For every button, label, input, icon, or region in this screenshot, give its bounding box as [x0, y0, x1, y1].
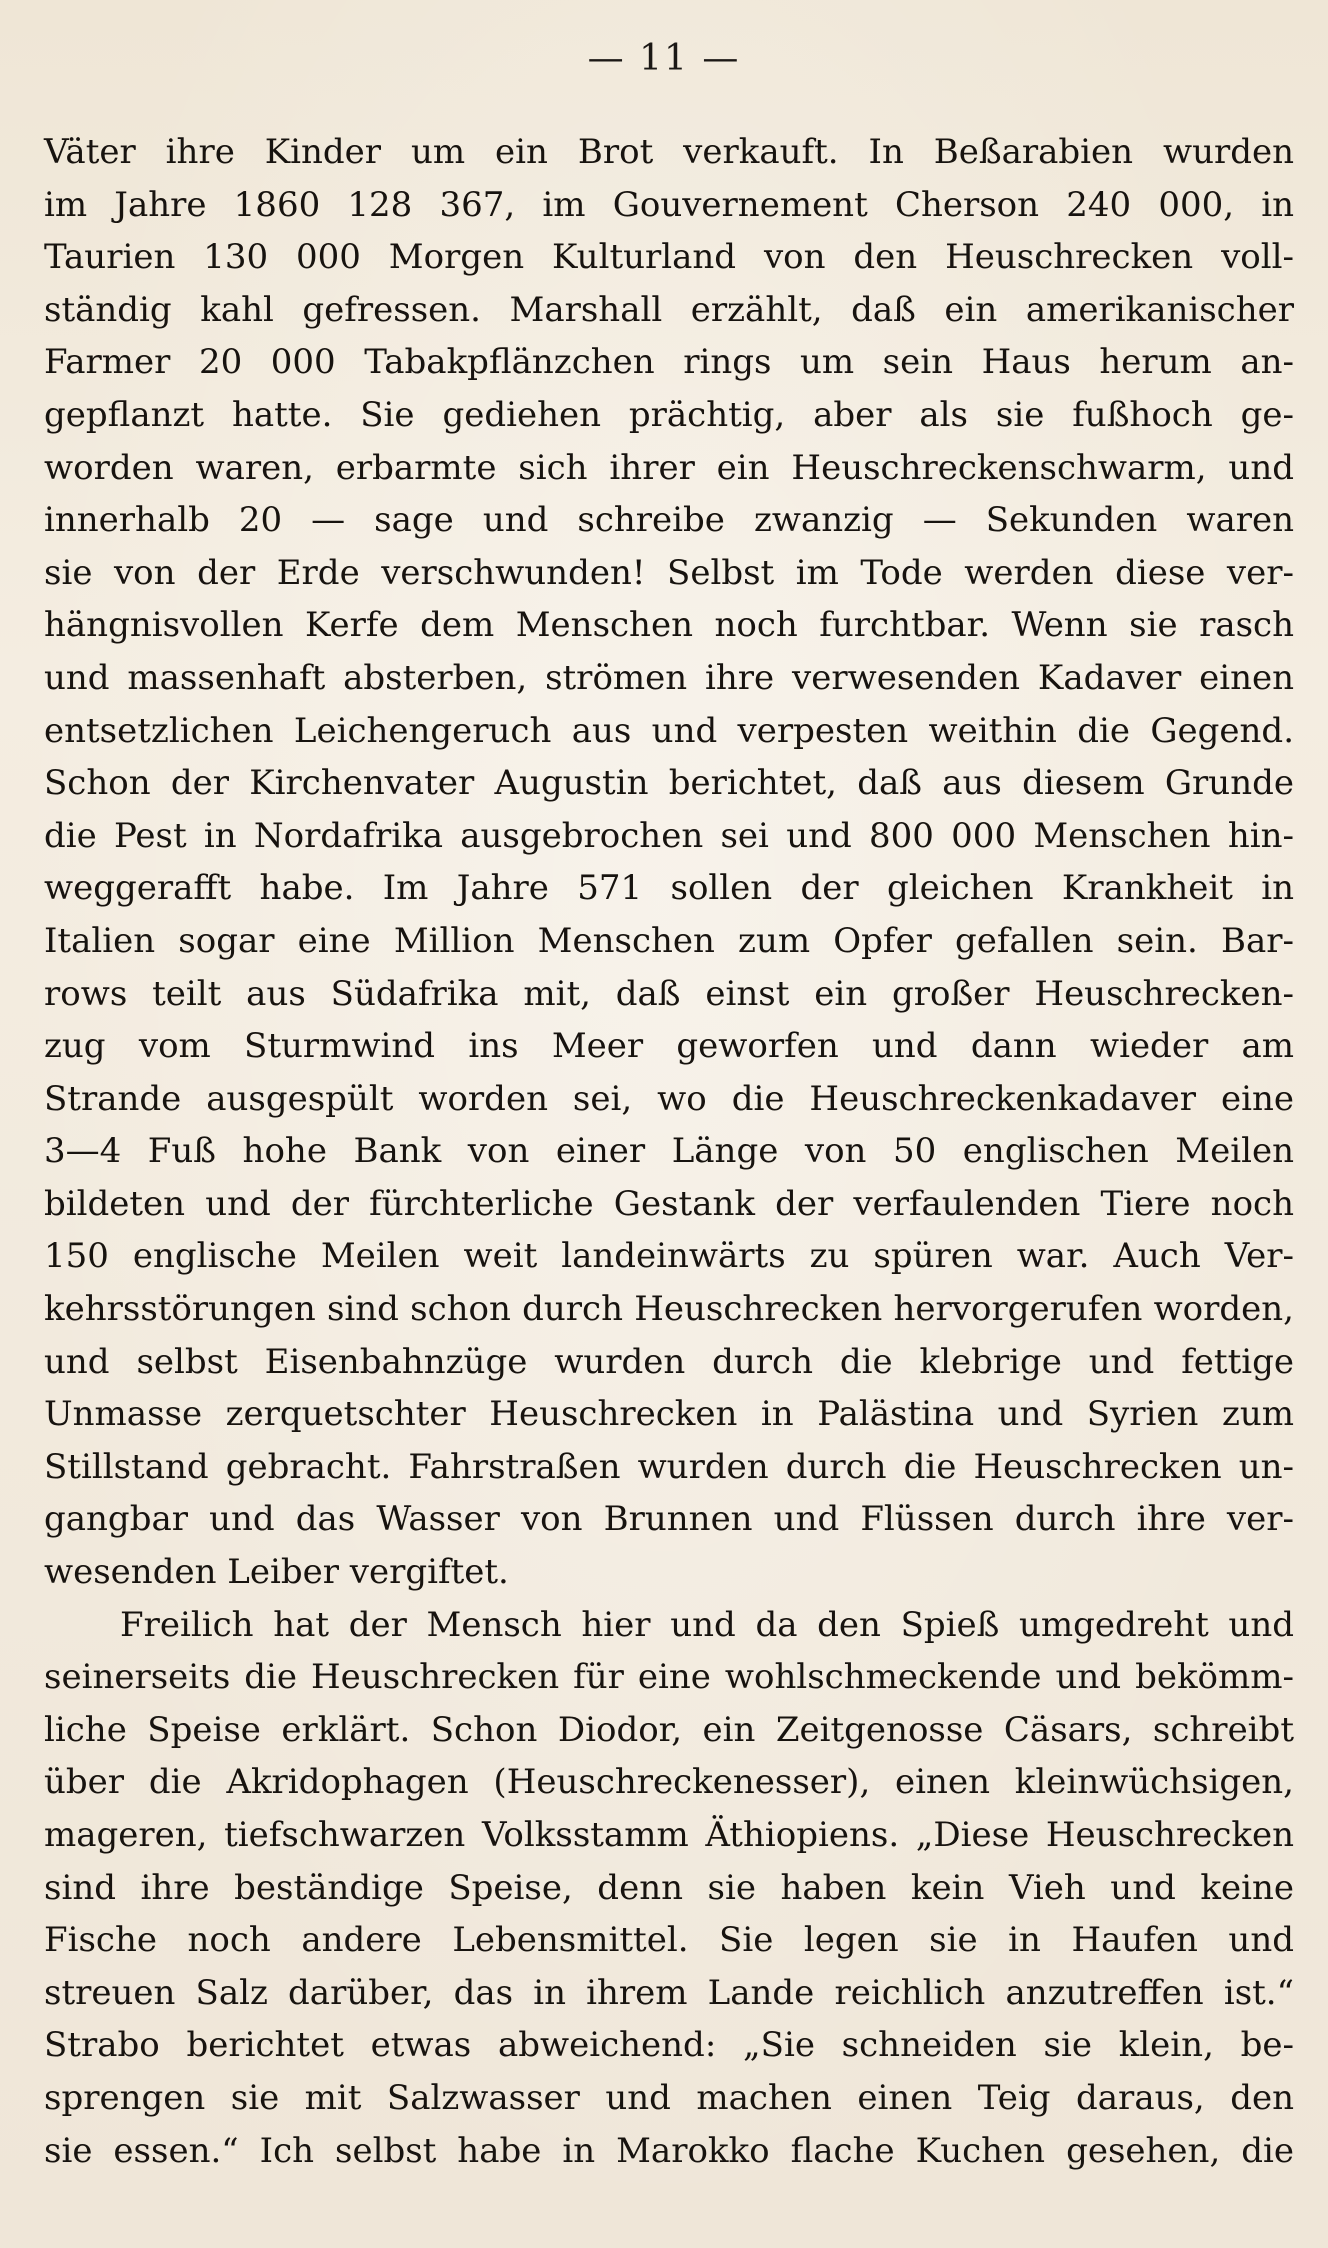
text-line: ständig kahl gefressen. Marshall erzählt, daß ein amerikanischer: [44, 289, 1294, 330]
text-line: gangbar und das Wasser von Brunnen und Flüssen durch ihre ver-: [44, 1499, 1294, 1540]
text-line: Strabo berichtet etwas abweichend: „Sie schneiden sie klein, be-: [44, 2025, 1294, 2066]
text-line: Farmer 20 000 Tabakpflänzchen rings um sein Haus herum an-: [44, 342, 1294, 383]
text-line: 150 englische Meilen weit landeinwärts zu spüren war. Auch Ver-: [44, 1236, 1294, 1277]
paragraph-start-line: Freilich hat der Mensch hier und da den Spieß umgedreht und: [120, 1604, 1294, 1645]
text-line: über die Akridophagen (Heuschreckenesser), einen kleinwüchsigen,: [44, 1762, 1294, 1803]
text-line: innerhalb 20 — sage und schreibe zwanzig — Sekunden waren: [44, 500, 1294, 541]
text-line: Unmasse zerquetschter Heuschrecken in Palästina und Syrien zum: [44, 1394, 1294, 1435]
text-line: gepflanzt hatte. Sie gediehen prächtig, aber als sie fußhoch ge-: [44, 394, 1294, 435]
text-line: Strande ausgespült worden sei, wo die Heuschreckenkadaver eine: [44, 1078, 1294, 1119]
text-line: bildeten und der fürchterliche Gestank der verfaulenden Tiere noch: [44, 1183, 1294, 1224]
text-line: im Jahre 1860 128 367, im Gouvernement Cherson 240 000, in: [44, 184, 1294, 225]
text-line: zug vom Sturmwind ins Meer geworfen und dann wieder am: [44, 1026, 1294, 1067]
text-line: sie von der Erde verschwunden! Selbst im Tode werden diese ver-: [44, 552, 1294, 593]
text-line: liche Speise erklärt. Schon Diodor, ein Zeitgenosse Cäsars, schreibt: [44, 1709, 1294, 1750]
page-number-header: — 11 —: [587, 38, 741, 79]
text-line: und massenhaft absterben, strömen ihre verwesenden Kadaver einen: [44, 657, 1294, 698]
text-line: Taurien 130 000 Morgen Kulturland von den Heuschrecken voll-: [44, 237, 1294, 278]
text-line: worden waren, erbarmte sich ihrer ein Heuschreckenschwarm, und: [44, 447, 1294, 488]
text-line: streuen Salz darüber, das in ihrem Lande reichlich anzutreffen ist.“: [44, 1972, 1294, 2013]
text-line: hängnisvollen Kerfe dem Menschen noch furchtbar. Wenn sie rasch: [44, 605, 1294, 646]
body-text: [44, 126, 1294, 2177]
text-line: mageren, tiefschwarzen Volksstamm Äthiopiens. „Diese Heuschrecken: [44, 1815, 1294, 1855]
text-line: Schon der Kirchenvater Augustin berichtet, daß aus diesem Grunde: [44, 763, 1294, 804]
text-line: Väter ihre Kinder um ein Brot verkauft. In Beßarabien wurden: [44, 132, 1294, 172]
paragraph-end-line: wesenden Leiber vergiftet.: [44, 1552, 509, 1593]
text-line: und selbst Eisenbahnzüge wurden durch die klebrige und fettige: [44, 1341, 1294, 1382]
text-line: weggerafft habe. Im Jahre 571 sollen der gleichen Krankheit in: [44, 868, 1294, 909]
text-line: sind ihre beständige Speise, denn sie haben kein Vieh und keine: [44, 1867, 1294, 1908]
text-line: kehrsstörungen sind schon durch Heuschrecken hervorgerufen worden,: [44, 1289, 1294, 1330]
text-line: seinerseits die Heuschrecken für eine wohlschmeckende und bekömm-: [44, 1657, 1294, 1698]
text-line: rows teilt aus Südafrika mit, daß einst ein großer Heuschrecken-: [44, 973, 1294, 1014]
text-line: 3—4 Fuß hohe Bank von einer Länge von 50 englischen Meilen: [44, 1131, 1294, 1172]
text-line: Fische noch andere Lebensmittel. Sie legen sie in Haufen und: [44, 1920, 1294, 1961]
text-line: Stillstand gebracht. Fahrstraßen wurden durch die Heuschrecken un-: [44, 1446, 1294, 1487]
text-line: Italien sogar eine Million Menschen zum Opfer gefallen sein. Bar-: [44, 920, 1294, 961]
text-line: die Pest in Nordafrika ausgebrochen sei und 800 000 Menschen hin-: [44, 815, 1294, 856]
text-line: entsetzlichen Leichengeruch aus und verpesten weithin die Gegend.: [44, 710, 1294, 751]
text-line: sprengen sie mit Salzwasser und machen einen Teig daraus, den: [44, 2077, 1294, 2118]
text-line: sie essen.“ Ich selbst habe in Marokko flache Kuchen gesehen, die: [44, 2130, 1294, 2171]
